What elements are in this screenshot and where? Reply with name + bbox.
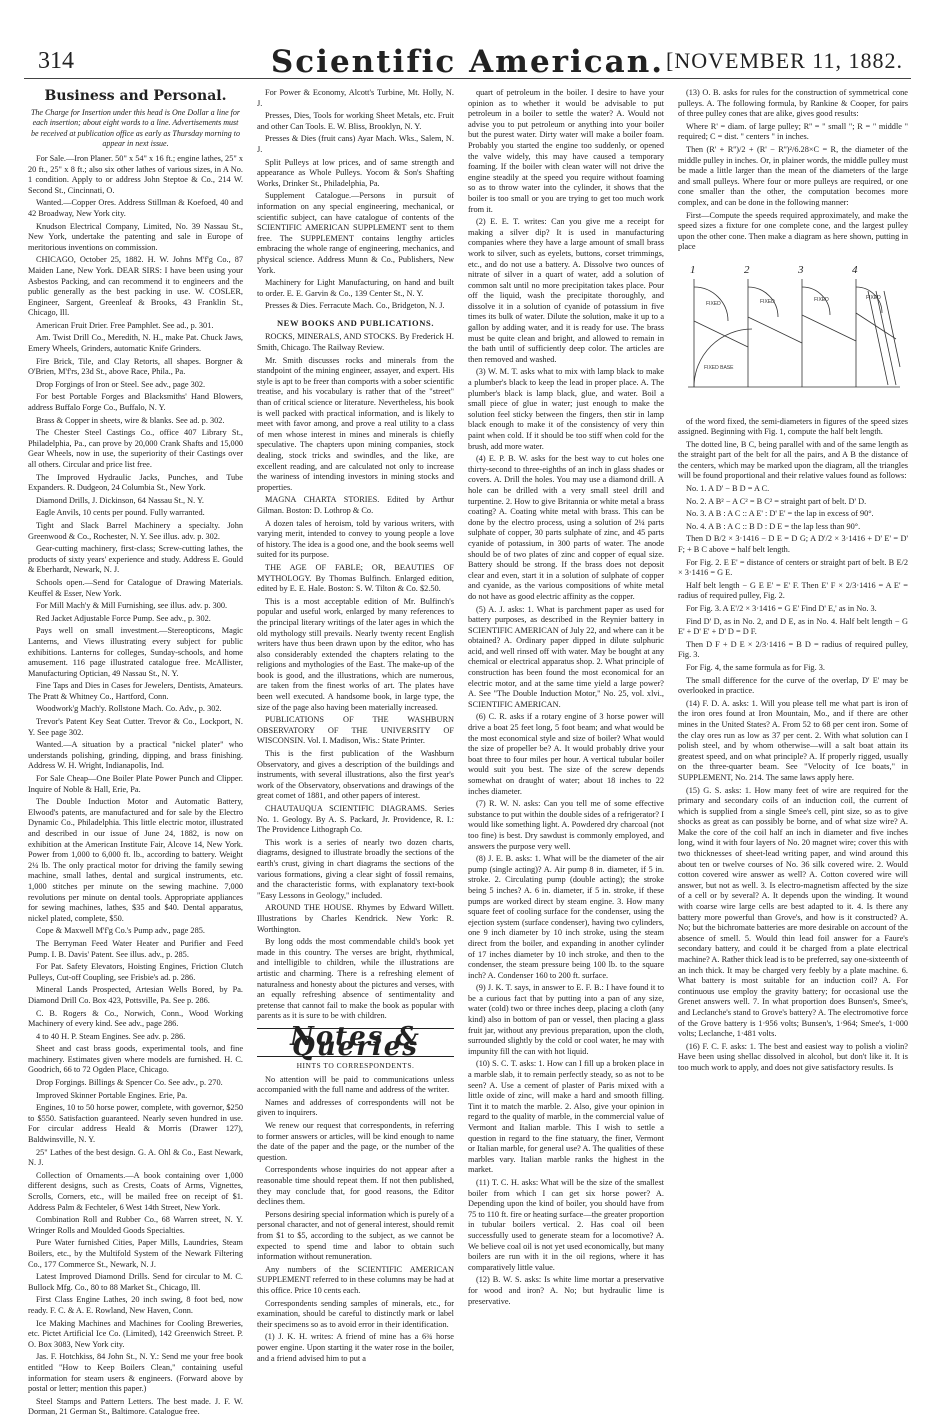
column-three [468,88,664,1328]
hint-paragraph: Correspondents sending samples of minerals, etc., for examination, should be careful to distinctly mark or label their specimens so as to avoid error in their identification. [257,1298,454,1329]
figure-number-1: 1 [690,263,696,276]
issue-date: [NOVEMBER 11, 1882. [666,48,903,73]
business-notice: The Double Induction Motor and Automatic Battery, Elwood's patents, are manufactured and for sale by the Electro Dynamic Co., Philadelphia. This little electric motor, illustrated and described in our issue of June 24, 1882, is now on exhibition at the American Institute Fair, Alcove 14, New York. Power from 1,000 to 6,000 ft. lb., according to battery. Weight 2¼ lb. The only practical motor for driving the family sewing machine, small lathes, dental and surgical instruments, etc. 1,000 stitches per minute on the sewing machine. 7,000 revolutions per minute on dental tools. Appropriate appliances for sewing machines, lathes, $35 and $40. Dental apparatus, nickel plated, complete, $50. [28,797,243,923]
query-answer: (3) W. M. T. asks what to mix with lamp black to make a plumber's black to keep the lead in proper place. A. The plumber's black is lamp black, glue, and water. Boil a small piece of glue in water; just enough to make the solution feel sticky between the fingers, then stir in lamp black enough to make it of the consistency of very thin paint when cold. If it should be too stiff when cold for the brush, add more water. [468,367,664,451]
business-notice: Presses, Dies, Tools for working Sheet Metals, etc. Fruit and other Can Tools. E. W. Bliss, Brooklyn, N. Y. [257,111,454,131]
arc-base [694,329,752,387]
query-answer: (2) E. E. T. writes: Can you give me a receipt for making a silver dip? It is used in manufacturing companies where they have a large amount of small brass work to silver, such as eyelets, buttons, corset trimmings, etc., and do not use a battery. A. Dissolve two ounces of nitrate of silver in a quart of water, add a solution of common salt until no more precipitation takes place. Pour off the liquid, wash the precipitate thoroughly, and dissolve it in a solution of cyanide of potassium in five times its bulk of water. Dilute the solution, make it up to a gallon by adding water, and it is ready for use. The brass must be quite clean and bright, and allowed to remain in the bath until of sufficiently deep color. The articles are then removed and washed. [468,217,664,364]
business-notice: Drop Forgings of Iron or Steel. See adv., page 302. [36,379,206,389]
query-answer: First—Compute the speeds required approximately, and make the speed sizes a fixture for one complete cone, and the largest pulley upon the other cone. Then make a diagram as here shown, putting in place [678,210,908,252]
business-notice: Combination Roll and Rubber Co., 68 Warren street, N. Y. Wringer Rolls and Moulded Goods Specialties. [28,1215,243,1235]
query-answer: of the word fixed, the semi-diameters in figures of the speed sizes assigned. Beginning with Fig. 1, compute the half belt length. [678,416,908,437]
business-notice: Split Pulleys at low prices, and of same strength and appearance as Whole Pulleys. Yocom & Son's Shafting Works, Drinker St., Philadelphia, Pa. [257,157,454,188]
business-notice: Supplement Catalogue.—Persons in pursuit of information on any special engineering, mechanical, or scientific subject, can have catalogue of contents of the SCIENTIFIC AMERICAN SUPPLEMENT sent to them free. The SUPPLEMENT contains lengthy articles embracing the whole range of engineering, mechanics, and physical science. Address Munn & Co., Publishers, New York. [257,191,454,275]
business-notice: Presses & Dies (fruit cans) Ayar Mach. Wks., Salem, N. J. [257,134,454,154]
page-header [24,44,911,79]
business-notice: Fine Taps and Dies in Cases for Jewelers, Dentists, Amateurs. The Pratt & Whitney Co., Hartford, Conn. [28,681,243,701]
section-subtitle: The Charge for Insertion under this head is One Dollar a line for each insertion; about eight words to a line. Advertisements must be received at publication office as early as Thursday morning to appear in next issue. [30,107,241,149]
query-answer: No. 3. A B : A C :: A E' : D' E' = the lap in excess of 90°. [686,509,874,519]
business-notice: Trevor's Patent Key Seat Cutter. Trevor & Co., Lockport, N. Y. See page 302. [28,717,243,737]
business-notice: 4 to 40 H. P. Steam Engines. See adv. p. 286. [36,1031,186,1041]
book-review-paragraph: AROUND THE HOUSE. Rhymes by Edward Willett. Illustrations by Charles Kendrick. New York: R. Worthington. [257,903,454,934]
hint-paragraph: No attention will be paid to communications unless accompanied with the full name and address of the writer. [257,1074,454,1095]
business-notice: Diamond Drills, J. Dickinson, 64 Nassau St., N. Y. [36,495,205,505]
notes-queries-banner [257,1021,454,1063]
query-answer: Then D B/2 × 3·1416 − D E = D G; A D'/2 × 3·1416 + D' E' = D' F; + B C above = half belt length. [678,534,908,555]
business-notice: Am. Twist Drill Co., Meredith, N. H., make Pat. Chuck Jaws, Emery Wheels, Grinders, automatic Knife Grinders. [28,333,243,354]
business-notice: Collection of Ornaments.—A book containing over 1,000 different designs, such as Crests, Coats of Arms, Vignettes, Scrolls, Corners, etc., will be mailed free on receipt of $1. Address Palm & Fechteler, 6 West 14th Street, New York. [28,1170,243,1212]
section-heading: Business and Personal. [44,88,227,104]
cone-pulley-diagram [678,257,908,411]
query-answer: (10) S. C. T. asks: 1. How can I fill up a broken place in a marble slab, it to remain perfectly steady, so as not to be seen? A. Use a cement of plaster of Paris mixed with a little oxide of zinc, will make a hard and smooth filling. Tint it to match the marble. 2. Also, give your opinion in regard to the quality of marble, in the commercial value of Vermont and Italian marble. This I wish to settle a question in regard to the fine statuary, the finer, Vermont or Italian marble, for general use? A. The qualities of these marbles vary. Italian marble ranks the highest in the market. [468,1059,664,1175]
fixed-label-4: FIXED [866,294,881,301]
query-answer: (7) R. W. N. asks: Can you tell me of some effective substance to put within the double sides of a refrigerator? I would like something light. A. Powdered dry charcoal (not too fine) is best. Dry sawdust is commonly employed, and answers the purpose very well. [468,799,664,851]
business-notice: The Berryman Feed Water Heater and Purifier and Feed Pump. I. B. Davis' Patent. See illus. adv., p. 285. [28,938,243,959]
hint-paragraph: Any numbers of the SCIENTIFIC AMERICAN SUPPLEMENT referred to in these columns may be had at this office. Price 10 cents each. [257,1264,454,1295]
book-review-paragraph: ROCKS, MINERALS, AND STOCKS. By Frederick H. Smith, Chicago. The Railway Review. [257,332,454,353]
business-notice: For Sale Cheap—One Boiler Plate Power Punch and Clipper. Inquire of Noble & Hall, Erie, Pa. [28,774,243,794]
query-answer: Half belt length − G E E' = E' F. Then E' F × 2/3·1416 = A E' = radius of required pulley, Fig. 2. [678,580,908,601]
query-answer: Find D' D, as in No. 2, and D E, as in No. 4. Half belt length − G E' + D' E' + D' D = D F. [678,616,908,637]
query-answer: (15) G. S. asks: 1. How many feet of wire are required for the primary and secondary coils of an induction coil, the current of which is supplied from a single Smee's cell, pint size, so as to give shocks as great as can possibly be borne, and of what size wire? A. Make the core of the coil half an inch in diameter and five inches long, wind it with four layers of No. 20 magnet wire; cover this with two thicknesses of sheet-lead writing paper, and wind around this about ten or twelve courses of No. 36 silk covered wire. 2. Would cotton covered wire answer as well? A. Cotton covered wire will answer, but not as well. 3. Is electro-magnetism affected by the size of a cell or by several? A. It depends upon the winding. It wound with coarse wire large cells are best adapted to it. 4. Is there any battery more powerful than Grove's, and how is it constructed? A. No; but the bichromate batteries are more desirable on account of the absence of smell. 5. Would thin lead foil answer for a Faure's secondary battery, and could it be charged from a plate electrical machine? A. Rather thick lead is to be preferred, say one-sixteenth of an inch thick. It may be charged very feebly by a plate machine. 6. What battery is most suitable for an induction coil? A. For continuous use employ the gravity battery; for occasional use the Grenet answers well. 7. In what proportion does Bunsen's, Smee's, and Leclanche's stand to Grove's battery? A. The electromotive force of the Grove battery is 1·956 volts; Bunsen's, 1·964; Smee's, 1·000 volts; Leclanche, 1·481 volts. [678,785,908,1039]
hatch-2 [876,291,896,385]
query-answer: (5) A. J. asks: 1. What is parchment paper as used for battery purposes, as described in the Reynier battery in SCIENTIFIC AMERICAN of July 22, and where can it be obtained? A. Ordinary paper dipped in dilute sulphuric acid, and well rinsed off with water. May be bought at any chemical or electrical apparatus shop. 2. What principle of construction has been found the most economical for an electric motor, and at the same time yield a large power? A. See "The Double Induction Motor," No. 25, vol. xlvi., SCIENTIFIC AMERICAN. [468,604,664,709]
belt-line-4 [856,313,896,339]
query-answer: The small difference for the curve of the overlap, D' E' may be overlooked in practice. [678,675,908,696]
figure-number-3: 3 [798,263,804,276]
column-business-personal [28,88,243,1417]
business-notice: Knudson Electrical Company, Limited, No. 39 Nassau St., New York, undertake the patenting and sale in Europe of meritorious inventions on commission. [28,221,243,252]
business-notice: Pure Water furnished Cities, Paper Mills, Laundries, Steam Boilers, etc., by the Multifold System of the Newark Filtering Co., 177 Commerce St., Newark, N. J. [28,1238,243,1269]
business-notice: Improved Skinner Portable Engines. Erie, Pa. [36,1090,188,1100]
business-notice: 25" Lathes of the best design. G. A. Ohl & Co., East Newark, N. J. [28,1147,243,1168]
business-notice: Schools open.—Send for Catalogue of Drawing Materials. Keuffel & Esser, New York. [28,577,243,598]
fixed-label-3: FIXED [814,296,829,303]
business-notice: Latest Improved Diamond Drills. Send for circular to M. C. Bullock Mfg. Co., 80 to 88 Market St., Chicago, Ill. [28,1272,243,1292]
business-notice: C. B. Rogers & Co., Norwich, Conn., Wood Working Machinery of every kind. See adv., page 286. [28,1008,243,1029]
query-answer: Then D F + D E × 2/3·1416 = B D = radius of required pulley, Fig. 3. [678,639,908,660]
business-notice: Gear-cutting machinery, first-class; Screw-cutting lathes, the products of sixty years' experience and study. Address E. Gould & Eberhardt, Newark, N. J. [28,544,243,575]
business-notice: American Fruit Drier. Free Pamphlet. See ad., p. 301. [36,320,214,330]
hint-paragraph: We renew our request that correspondents, in referring to former answers or articles, will be kind enough to name the date of the paper and the page, or the number of the question. [257,1121,454,1162]
business-notice: Cope & Maxwell M'f'g Co.'s Pump adv., page 285. [36,926,205,936]
book-review-paragraph: Mr. Smith discusses rocks and minerals from the standpoint of the mining engineer, assayer, and expert. His style is apt to be freer than comports with a sober scientific treatise, and his vocabulary is rather that of the "street" than of critical science or literature. Nevertheless, his book is well packed with practical information, and is likely to meet with favor among, and prove a real utility to a class of men whose interest in mines and minerals is chiefly speculative. The chapters upon mining companies, stock dealing, stock tricks and swindles, and the like, are excellent reading, and are calculated not only to increase the wariness of intending investors in mining stocks and properties. [257,355,454,492]
book-review-paragraph: By long odds the most commendable child's book yet made in this country. The verses are bright, rhythmical, and intelligible to children, while the illustrations are artistic and charming. There is a refreshing element of naturalness and honesty about the pictures and verses, with an equally refreshing absence of sentimentality and pretense that cannot fail to make the book as popular with parents as it is sure to be with children. [257,937,454,1021]
belt-line-3 [802,315,856,341]
business-notice: Sheet and cast brass goods, experimental tools, and fine machinery. Estimates given where models are furnished. H. C. Goodrich, 66 to 72 Ogden Place, Chicago. [28,1044,243,1075]
book-review-paragraph: PUBLICATIONS OF THE WASHBURN OBSERVATORY OF THE UNIVERSITY OF WISCONSIN. Vol. I. Madison, Wis.: State Printer. [257,715,454,746]
query-answer: (16) F. C. F. asks: 1. The best and easiest way to polish a violin? Have been using shellac dissolved in alcohol, but don't like it. It is too much work to apply, and does not give satisfactory results. Is [678,1041,908,1072]
books-heading: NEW BOOKS AND PUBLICATIONS. [276,317,435,328]
business-notice: Mineral Lands Prospected, Artesian Wells Bored, by Pa. Diamond Drill Co. Box 423, Pottsville, Pa. See p. 286. [28,985,243,1005]
business-notice: For Sale.—Iron Planer. 50" x 54" x 16 ft.; engine lathes, 25" x 20 ft., 25" x 8 ft.; also six other lathes of various sizes, in A No. 1 condition. Apply to or address John Steptoe & Co., 214 W. Second St., Cincinnati, O. [28,153,243,195]
business-notice: Brass & Copper in sheets, wire & blanks. See ad. p. 302. [36,415,225,425]
business-notice: Machinery for Light Manufacturing, on hand and built to order. E. E. Garvin & Co., 139 Center St., N. Y. [257,278,454,298]
query-answer: (9) J. K. T. says, in answer to E. F. B.: I have found it to be a curious fact that by putting into a pan of any size, water (cold) two or three inches deep, placing a cloth (any kind) also in bottom of pan or vessel, then placing a glass fruit jar, without any previous preparation, upon the cloth, surrounded slightly by the cold or cool water, he may with impunity fill the can with hot liquid. [468,983,664,1056]
query-answer: Then (R' + R'')/2 + (R' − R'')²/6.28×C = R, the diameter of the middle pulley in inches. Or, in plainer words, the middle pulley must be made a little larger than the mean of the diameters of the large and small pulleys. Where four or more pulleys are required, or one cone smaller than the other, the computation becomes more complex, and can be done in the following manner: [678,144,908,207]
pulley-figure-svg [678,257,908,407]
business-notice: For best Portable Forges and Blacksmiths' Hand Blowers, address Buffalo Forge Co., Buffalo, N. Y. [28,392,243,413]
figure-number-4: 4 [852,263,858,276]
hint-paragraph: Names and addresses of correspondents will not be given to inquirers. [257,1097,454,1118]
business-notice: Wanted.—A situation by a practical "nickel plater" who understands polishing, grinding, dipping, and brass finishing. Address W. H. Wright, Indianapolis, Ind. [28,740,243,771]
query-answer: (12) B. W. S. asks: Is white lime mortar a preservative for wood and iron? A. No; but hydraulic lime is preservative. [468,1275,664,1306]
business-notice: Jas. F. Hotchkiss, 84 John St., N. Y.: Send me your free book entitled "How to Keep Boilers Clean," containing useful information for steam users & engineers. (Forward above by postal or letter; mention this paper.) [28,1352,243,1394]
hatch-3 [884,291,900,367]
query-answer: The dotted line, B C, being parallel with and of the same length as the straight part of the belt for all the pairs, and A B the distance of the centers, which may be marked upon the diagram, all the triangles will be found proportional and their relative values found as follows: [678,439,908,481]
hatch-1 [868,291,888,385]
book-review-paragraph: MAGNA CHARTA STORIES. Edited by Arthur Gilman. Boston: D. Lothrop & Co. [257,495,454,515]
business-notice: Pays well on small investment.—Stereopticons, Magic Lanterns, and Views illustrating every subject for public exhibitions. Lanterns for colleges, Sunday-schools, and home amusement. 116 page illustrated catalogue free. McAllister, Manufacturing Optician, 49 Nassau St., N. Y. [28,626,243,678]
book-review-paragraph: This work is a series of nearly two dozen charts, diagrams, designed to illustrate broadly the sections of the earth's crust, giving in chart diagrams the sections of the various formations, giving a clear sight of fossil remains, and the characteristic forms, with explanatory text-book "Easy Lessons in Geology," included. [257,837,454,900]
business-notice: Red Jacket Adjustable Force Pump. See adv., p. 302. [36,613,211,623]
fixed-label-2: FIXED [760,298,775,305]
business-notice: First Class Engine Lathes, 20 inch swing, 8 foot bed, now ready. F. C. & A. E. Rowland, New Haven, Conn. [28,1295,243,1315]
business-notice: For Mill Mach'y & Mill Furnishing, see illus. adv. p. 300. [36,601,228,611]
query-answer: For Fig. 2. E E' = distance of centers or straight part of belt. B E/2 × 3·1416 = G E. [678,557,908,578]
query-answer: No. 1. A D' − B D = A C. [686,484,770,494]
belt-line-1 [694,321,748,347]
business-notice: For Power & Economy, Alcott's Turbine, Mt. Holly, N. J. [257,88,454,108]
fixed-base-label: FIXED BASE [704,364,734,371]
query-answer: quart of petroleum in the boiler. I desire to have your opinion as to whether it would be advisable to put petroleum in a boiler to settle the water? A. Would not advise you to put petroleum or anything into your boiler but the purest water. Dirty water will make a boiler foam. Probably you started the engine too suddenly, or opened the valve widely, this may have caused a temporary foaming. If the boiler with clean water will not drive the engine steadily at the speed you require without foaming so as to throw water into the cylinder, it shows that the boiler is too small or you are trying to get too much work from it. [468,88,664,214]
query-answer: For Fig. 4, the same formula as for Fig. 3. [686,662,825,672]
book-review-paragraph: THE AGE OF FABLE; OR, BEAUTIES OF MYTHOLOGY. By Thomas Bulfinch. Enlarged edition, edited by E. E. Hale. Boston: S. W. Tilton & Co. $2.50. [257,562,454,594]
query-answer: (14) F. D. A. asks: 1. Will you please tell me what part is iron of the iron ores found at Iron Mountain, Mo., and if there are other mines in the United States? A. From 52 to 68 per cent iron. Some of the clay ores run as low as 37 per cent. 2. With what solution can I polish steel, and by whom otherwise—will a salt boat attain its greatest speed, and on what principle? A. If properly rigged, usually on the three-quarter beam. See "Velocity of Ice boats," in SUPPLEMENT, No. 214. The same laws apply here. [678,698,908,782]
query-answer: (6) C. R. asks if a rotary engine of 3 horse power will drive a boat 25 feet long, 5 foot beam; and what would be the most economical style and size of boiler? What would the size of propeller be? A. It would probably drive your boat three to four miles per hour. A vertical tubular boiler would suit you best. The size of the screw depends somewhat on draught of water; about 18 inches to 22 inches diameter. [468,712,664,796]
book-review-paragraph: CHAUTAUQUA SCIENTIFIC DIAGRAMS. Series No. 1. Geology. By A. S. Packard, Jr. Providence, R. I.: The Providence Lithograph Co. [257,804,454,835]
business-notice: Tight and Slack Barrel Machinery a specialty. John Greenwood & Co., Rochester, N. Y. See illus. adv. p. 302. [28,520,243,541]
query-answer: (11) T. C. H. asks: What will be the size of the smallest boiler from which I can get six horse power? A. Depending upon the kind of boiler, you should have from 75 to 110 ft. fire or heating surface—the greater proportion in tubular boilers vertical. 2. Has coal oil been successfully used to generate steam for a locomotive? A. We believe coal oil is not yet used economically, but many boilers are run with it in the oil regions, where it has comparatively little value. [468,1177,664,1272]
business-notice: Drop Forgings. Billings & Spencer Co. See adv., p. 270. [36,1078,223,1088]
query-answer: (4) E. P. B. W. asks for the best way to cut holes one thirty-second to three-eighths of an inch in glass shades or covers. A. Drill the holes. You may use a diamond drill. A hole can be drilled with a very small steel drill and turpentine. 2. How to give Britannia or white metal a brass coating? A. Coating white metal with brass. This can be done by the electro process, using a solution of 2¼ parts sulphate of copper, 30 parts sulphate of zinc, and 45 parts cyanide of potassium, in 300 parts of water. The anode should be of two plates of zinc and copper of equal size. Battery should be strong. If the brass does not deposit clear and even, start it in a solution of sulphate of copper and cyanide, as the various compositions of white metal do not have as good electric affinity as the copper. [468,454,664,601]
book-review-paragraph: This is the first publication of the Washburn Observatory, and gives a description of the buildings and instruments, with several illustrations, also the first year's work of the Observatory, observations and drawings of the great comet of 1881, and other papers of interest. [257,749,454,801]
query-answer: (13) O. B. asks for rules for the construction of symmetrical cone pulleys. A. The following formula, by Rankine & Cooper, for pairs of three pulley cones that are alike, gives good results: [678,88,908,119]
fixed-label-1: FIXED [706,300,721,307]
business-notice: For Pat. Safety Elevators, Hoisting Engines, Friction Clutch Pulleys, Cut-off Coupling, see Frisbie's ad. p. 286. [28,962,243,982]
business-notice: Engines, 10 to 50 horse power, complete, with governor, $250 to $550. Satisfaction guaranteed. Nearly seven hundred in use. For circular address Heald & Morris (Drawer 127), Baldwinsville, N. Y. [28,1103,243,1145]
business-notice: The Improved Hydraulic Jacks, Punches, and Tube Expanders. R. Dudgeon, 24 Columbia St., New York. [28,472,243,493]
business-notice: Presses & Dies. Ferracute Mach. Co., Bridgeton, N. J. [265,301,445,311]
query-answer: For Fig. 3. A E'/2 × 3·1416 = G E' Find D' E,' as in No. 3. [686,604,877,613]
hints-heading: HINTS TO CORRESPONDENTS. [296,1061,415,1071]
business-notice: Wanted.—Copper Ores. Address Stillman & Koefoed, 40 and 42 Broadway, New York city. [28,198,243,218]
hint-paragraph: (1) J. K. H. writes: A friend of mine has a 6¾ horse power engine. Upon starting it the water rose in the boiler, and a friend advised him to put a [257,1332,454,1363]
page-number: 314 [38,48,74,74]
notes-queries-title: Notes & Queries [290,1021,421,1063]
business-notice: Fire Brick, Tile, and Clay Retorts, all shapes. Borgner & O'Brien, M'f'rs, 23d St., above Race, Phila., Pa. [28,356,243,377]
book-review-paragraph: This is a most acceptable edition of Mr. Bulfinch's popular and useful work, enlarged by many references to the principal literary writings of the later ages in which the old mythology still prevails. Nearly twenty recent English writers have thus been drawn upon by the editor, who has also considerably extended the chapters relating to the religions and mythologies of the East. The make-up of the book is good, and the illustrations, which are numerous, are taken from the finest works of art. The plates have been well executed. A handsome book, in large type, the size of the page also having been materially increased. [257,596,454,712]
masthead: Scientific American. [270,44,665,80]
business-notice: Woodwork'g Mach'y. Rollstone Mach. Co. Adv., p. 302. [36,704,222,714]
query-answer: (8) J. E. B. asks: 1. What will be the diameter of the air pump (single acting)? A. Air pump 8 in. diameter, if 5 in. stroke. 2. Circulating pump (double acting); the stroke being 5 inches? A. 6 in. diameter, if 5 in. stroke, if these pumps are worked direct by steam engine. 3. How many square feet of cooling surface for the condenser, using the ejection system (surface condenser), having two cylinders, one 9 inch diameter by 10 inch stroke, using the steam direct from the boiler, and expanding in another cylinder of 17 inches diameter by 10 inch stroke, and then to the condenser, the steam pressure being 100 lb. to the square inch? A. Condenser 160 to 200 ft. surface. [468,854,664,980]
query-answer: No. 4. A B : A C :: B D : D E = the lap less than 90°. [686,521,861,531]
business-notice: Steel Stamps and Pattern Letters. The best made. J. F. W. Dorman, 21 German St., Baltimore. Catalogue free. [28,1396,243,1417]
query-answer: No. 2. A B² − A C² = B C² = straight part of belt. D' D. [686,496,867,506]
figure-number-2: 2 [744,263,750,276]
hint-paragraph: Correspondents whose inquiries do not appear after a reasonable time should repeat them. If not then published, they may conclude that, for good reasons, the Editor declines them. [257,1165,454,1207]
book-review-paragraph: A dozen tales of heroism, told by various writers, with varying merit, intended to convey to young people a love of history. The idea is a good one, and the book seems well suited for its purpose. [257,518,454,560]
business-notice: CHICAGO, October 25, 1882. H. W. Johns M'f'g Co., 87 Maiden Lane, New York. DEAR SIRS: I have been using your Asbestos Packing, and can recommend it to engineers and the public generally as the best packing in use. W. COSLER, Engineer, Sargent, Greenleaf & Brooks, 43 Franklin St., Chicago, Ill. [28,255,243,318]
hint-paragraph: Persons desiring special information which is purely of a personal character, and not of general interest, should remit from $1 to $5, according to the subject, as we cannot be expected to spend time and labor to obtain such information without remuneration. [257,1209,454,1262]
belt-line-2 [748,317,802,343]
column-two [257,88,454,1363]
business-notice: Ice Making Machines and Machines for Cooling Breweries, etc. Pictet Artificial Ice Co. (Limited), 142 Greenwich Street. P. O. Box 3083, New York city. [28,1318,243,1349]
business-notice: The Chester Steel Castings Co., office 407 Library St., Philadelphia, Pa., can prove by 20,000 Crank Shafts and 15,000 Gear Wheels, now in use, the superiority of their Castings over all others. Circular and price list free. [28,428,243,469]
column-four [678,88,908,1328]
business-notice: Eagle Anvils, 10 cents per pound. Fully warranted. [36,508,205,518]
query-answer: Where R' = diam. of large pulley; R'' = " small "; R = " middle " required; C = dist. " centers " in inches. [678,121,908,142]
